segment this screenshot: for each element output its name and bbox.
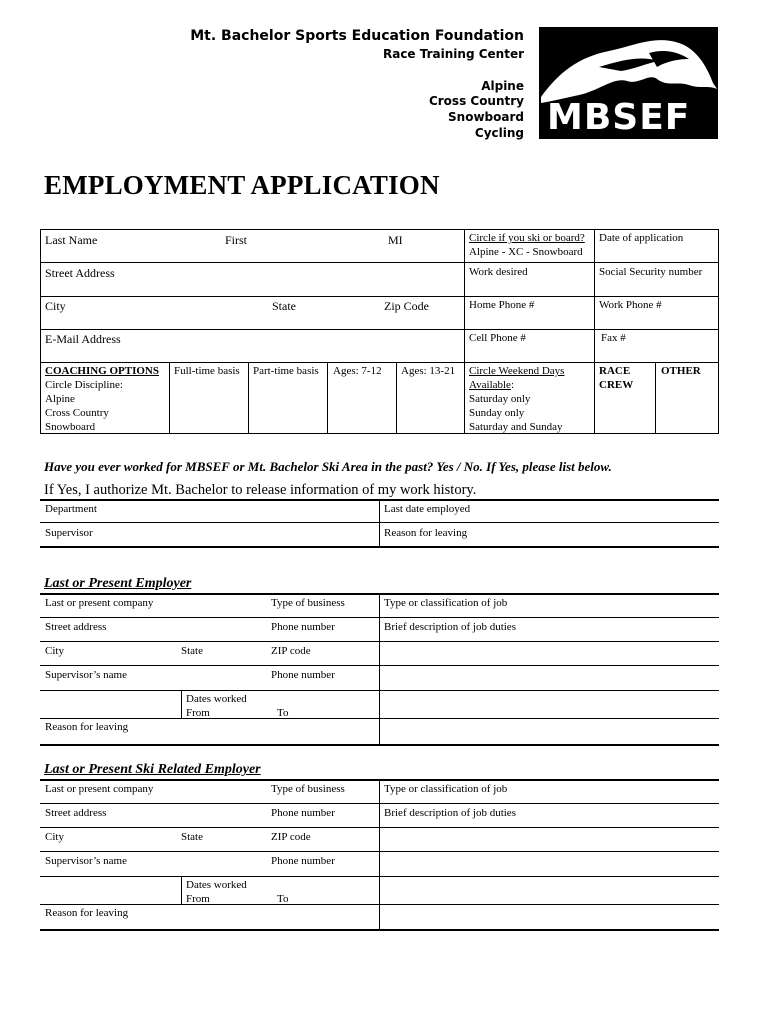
work-phone-field[interactable]: Work Phone # bbox=[599, 299, 662, 311]
authorization-statement: If Yes, I authorize Mt. Bachelor to release information of my work history. bbox=[44, 482, 477, 498]
home-phone-field[interactable]: Home Phone # bbox=[469, 299, 535, 311]
employer-2-supervisor-phone-field[interactable]: Phone number bbox=[271, 855, 335, 867]
page-title: EMPLOYMENT APPLICATION bbox=[44, 170, 440, 200]
employer-1-from-field[interactable]: From bbox=[186, 707, 210, 719]
coaching-options-heading: COACHING OPTIONS bbox=[45, 365, 159, 377]
discipline-alpine: Alpine bbox=[481, 79, 524, 93]
employer-1-dates-worked-label: Dates worked bbox=[186, 693, 247, 705]
state-field[interactable]: State bbox=[272, 299, 296, 313]
employer-2-classification-field[interactable]: Type or classification of job bbox=[384, 783, 508, 795]
employer-1-heading: Last or Present Employer bbox=[44, 576, 192, 591]
mbsef-logo bbox=[539, 27, 718, 139]
employer-1-to-field[interactable]: To bbox=[277, 707, 289, 719]
employer-1-street-field[interactable]: Street address bbox=[45, 621, 107, 633]
ski-board-question: Circle if you ski or board? bbox=[469, 232, 585, 244]
logo-text: MBSEF bbox=[547, 97, 691, 138]
last-name-field[interactable]: Last Name bbox=[45, 233, 98, 247]
other-option[interactable]: OTHER bbox=[661, 365, 701, 377]
center-name: Race Training Center bbox=[382, 47, 524, 61]
department-field[interactable]: Department bbox=[45, 503, 97, 515]
employer-1-supervisor-phone-field[interactable]: Phone number bbox=[271, 669, 335, 681]
discipline-snowboard: Snowboard bbox=[448, 110, 524, 124]
middle-initial-field[interactable]: MI bbox=[388, 233, 403, 247]
employer-1-business-type-field[interactable]: Type of business bbox=[271, 597, 345, 609]
ski-board-options[interactable]: Alpine - XC - Snowboard bbox=[469, 246, 583, 258]
employer-2-from-field[interactable]: From bbox=[186, 893, 210, 905]
ages-7-12-option[interactable]: Ages: 7-12 bbox=[333, 365, 382, 377]
discipline-cross-country: Cross Country bbox=[428, 94, 524, 108]
employer-2-dates-worked-label: Dates worked bbox=[186, 879, 247, 891]
email-field[interactable]: E-Mail Address bbox=[45, 332, 121, 346]
cell-phone-field[interactable]: Cell Phone # bbox=[469, 332, 526, 344]
employer-2-company-field[interactable]: Last or present company bbox=[45, 783, 154, 795]
employer-1-state-field[interactable]: State bbox=[181, 645, 203, 657]
employer-2-state-field[interactable]: State bbox=[181, 831, 203, 843]
fax-field[interactable]: Fax # bbox=[601, 332, 626, 344]
prior-employment-question: Have you ever worked for MBSEF or Mt. Bachelor Ski Area in the past? Yes / No. If Yes, please list below. bbox=[44, 459, 612, 474]
street-address-field[interactable]: Street Address bbox=[45, 266, 115, 280]
part-time-option[interactable]: Part-time basis bbox=[253, 365, 319, 377]
coaching-alpine[interactable]: Alpine bbox=[45, 393, 75, 405]
sunday-only-option[interactable]: Sunday only bbox=[469, 407, 525, 419]
weekend-heading: Circle Weekend Days bbox=[469, 365, 565, 377]
employer-2-phone-field[interactable]: Phone number bbox=[271, 807, 335, 819]
coaching-snowboard[interactable]: Snowboard bbox=[45, 421, 96, 433]
city-field[interactable]: City bbox=[45, 299, 66, 313]
last-date-employed-field[interactable]: Last date employed bbox=[384, 503, 471, 515]
employer-1-classification-field[interactable]: Type or classification of job bbox=[384, 597, 508, 609]
employer-2-heading: Last or Present Ski Related Employer bbox=[44, 762, 261, 777]
employer-2-city-field[interactable]: City bbox=[45, 831, 64, 843]
circle-discipline-label: Circle Discipline: bbox=[45, 379, 123, 391]
employer-2-business-type-field[interactable]: Type of business bbox=[271, 783, 345, 795]
ssn-field[interactable]: Social Security number bbox=[599, 266, 703, 278]
date-of-application-field[interactable]: Date of application bbox=[599, 232, 684, 244]
employer-1-city-field[interactable]: City bbox=[45, 645, 64, 657]
saturday-and-sunday-option[interactable]: Saturday and Sunday bbox=[469, 421, 563, 433]
employer-2-to-field[interactable]: To bbox=[277, 893, 289, 905]
employer-1-reason-field[interactable]: Reason for leaving bbox=[45, 721, 129, 733]
employer-2-reason-field[interactable]: Reason for leaving bbox=[45, 907, 129, 919]
weekend-available-label: Available: bbox=[469, 379, 515, 391]
employer-2-zip-field[interactable]: ZIP code bbox=[271, 831, 311, 843]
discipline-cycling: Cycling bbox=[474, 126, 524, 140]
race-crew-option-line1[interactable]: RACE bbox=[599, 365, 631, 377]
employer-2-supervisor-field[interactable]: Supervisor’s name bbox=[45, 855, 127, 867]
coaching-cross-country[interactable]: Cross Country bbox=[45, 407, 109, 419]
employer-1-phone-field[interactable]: Phone number bbox=[271, 621, 335, 633]
prior-supervisor-field[interactable]: Supervisor bbox=[45, 527, 93, 539]
employer-1-supervisor-field[interactable]: Supervisor’s name bbox=[45, 669, 127, 681]
saturday-only-option[interactable]: Saturday only bbox=[469, 393, 531, 405]
org-name: Mt. Bachelor Sports Education Foundation bbox=[190, 28, 524, 44]
work-desired-field[interactable]: Work desired bbox=[469, 266, 528, 278]
employer-2-street-field[interactable]: Street address bbox=[45, 807, 107, 819]
full-time-option[interactable]: Full-time basis bbox=[174, 365, 240, 377]
race-crew-option-line2[interactable]: CREW bbox=[599, 379, 634, 391]
first-name-field[interactable]: First bbox=[225, 233, 248, 247]
prior-reason-for-leaving-field[interactable]: Reason for leaving bbox=[384, 527, 468, 539]
employer-1-company-field[interactable]: Last or present company bbox=[45, 597, 154, 609]
employer-1-duties-field[interactable]: Brief description of job duties bbox=[384, 621, 516, 633]
ages-13-21-option[interactable]: Ages: 13-21 bbox=[401, 365, 456, 377]
employer-2-duties-field[interactable]: Brief description of job duties bbox=[384, 807, 516, 819]
employer-1-zip-field[interactable]: ZIP code bbox=[271, 645, 311, 657]
zip-field[interactable]: Zip Code bbox=[384, 299, 429, 313]
